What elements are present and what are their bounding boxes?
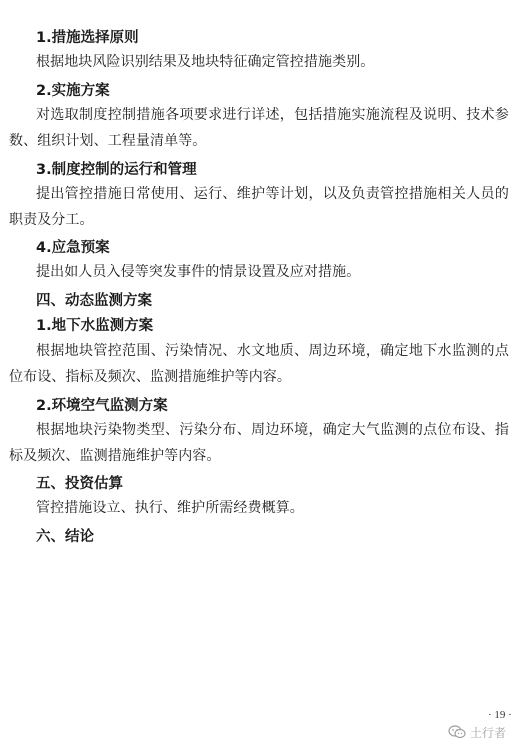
paragraph-air-monitoring: 根据地块污染物类型、污染分布、周边环境，确定大气监测的点位布设、指标及频次、监测措施维护等内容。 [9,422,509,464]
heading-measure-selection: 1.措施选择原则 [36,30,139,46]
heading-emergency-plan: 4.应急预案 [36,240,110,256]
paragraph-groundwater-monitoring: 根据地块管控范围、污染情况、水文地质、周边环境，确定地下水监测的点位布设、指标及频次、监测措施维护等内容。 [9,343,509,385]
wechat-icon [448,725,466,739]
watermark-text: 土行者 [470,725,507,740]
heading-operation-management: 3.制度控制的运行和管理 [36,162,197,178]
paragraph-investment-estimate: 管控措施设立、执行、维护所需经费概算。 [36,500,304,516]
page-number: · 19 · [488,709,512,721]
heading-air-monitoring: 2.环境空气监测方案 [36,398,168,414]
paragraph-operation-management: 提出管控措施日常使用、运行、维护等计划，以及负责管控措施相关人员的职责及分工。 [9,186,509,228]
heading-conclusion: 六、结论 [36,529,94,545]
heading-groundwater-monitoring: 1.地下水监测方案 [36,318,154,334]
heading-implementation-plan: 2.实施方案 [36,83,110,99]
paragraph-emergency-plan: 提出如人员入侵等突发事件的情景设置及应对措施。 [36,264,361,280]
heading-dynamic-monitoring: 四、动态监测方案 [36,293,152,309]
watermark [448,722,506,742]
heading-investment-estimate: 五、投资估算 [36,476,123,492]
paragraph-measure-selection: 根据地块风险识别结果及地块特征确定管控措施类别。 [36,54,375,70]
paragraph-implementation-plan: 对选取制度控制措施各项要求进行详述，包括措施实施流程及说明、技术参数、组织计划、工程量清单等。 [9,107,509,149]
